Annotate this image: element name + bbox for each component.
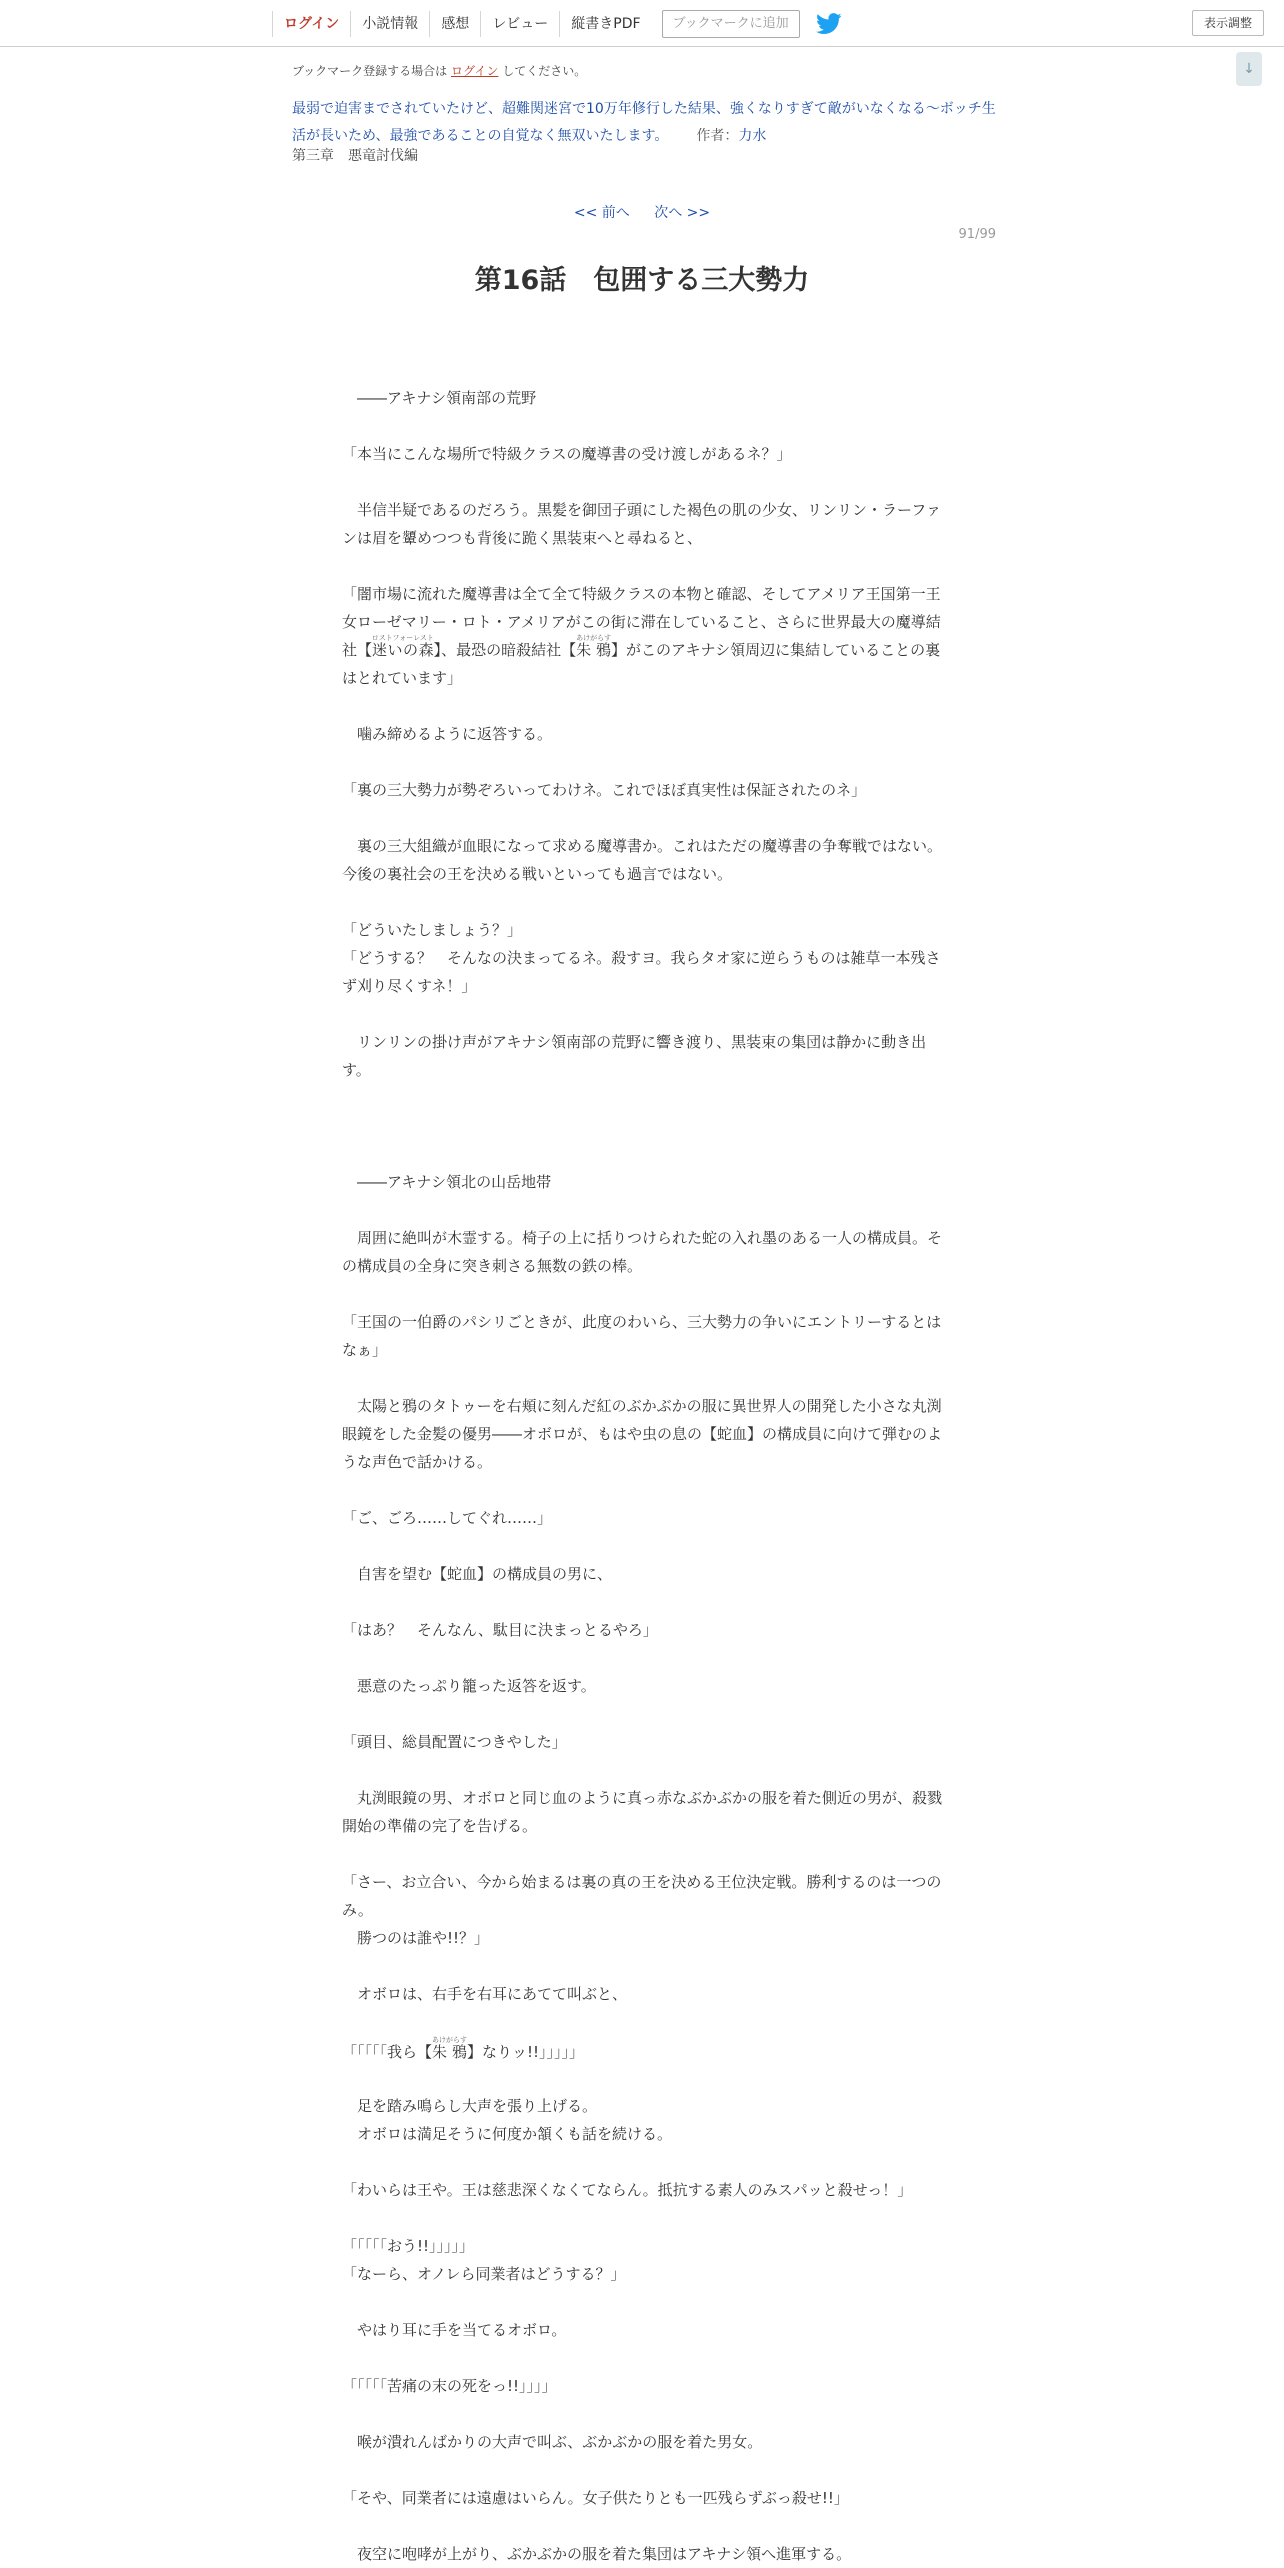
body-paragraph: 「裏の三大勢力が勢ぞろいってわけネ。これでほぼ真実性は保証されたのネ」 bbox=[342, 781, 867, 799]
note-before: ブックマーク登録する場合は bbox=[292, 64, 448, 78]
body-paragraph: 「ご、ごろ……してぐれ……」 bbox=[342, 1509, 553, 1527]
body-text-span: 】なりッ!!」」」」」 bbox=[466, 2043, 584, 2061]
nav-login[interactable]: ログイン bbox=[272, 11, 350, 37]
body-paragraph: オボロは、右手を右耳にあてて叫ぶと、 bbox=[342, 1985, 628, 2003]
body-paragraph: 「わいらは王や。王は慈悲深くなくてならん。抵抗する素人のみスパッと殺せっ！」 bbox=[342, 2181, 913, 2199]
ruby-text: あけがらす bbox=[576, 634, 612, 642]
twitter-bird-icon[interactable] bbox=[816, 13, 842, 35]
body-text-span: 】、最恐の暗殺結社【 bbox=[433, 641, 577, 659]
body-paragraph: 「さー、お立合い、今から始まるは裏の真の王を決める王位決定戦。勝利するのは一つのみ。 bbox=[342, 1873, 942, 1919]
body-paragraph: 「なーら、オノレら同業者はどうする？」 bbox=[342, 2265, 626, 2283]
body-paragraph: 「どうする？ そんなの決まってるネ。殺すヨ。我らタオ家に逆らうものは雑草一本残さず刈り尽くすネ！」 bbox=[342, 949, 941, 995]
ruby-text: あけがらす bbox=[431, 2036, 467, 2044]
author-label: 作者： bbox=[696, 128, 739, 144]
author-link[interactable]: 力水 bbox=[738, 128, 767, 144]
body-paragraph: 「頭目、総員配置につきやした」 bbox=[342, 1733, 567, 1751]
nav-vertical-pdf[interactable]: 縦書きPDF bbox=[559, 11, 651, 37]
body-paragraph: 噛み締めるように返答する。 bbox=[342, 725, 553, 743]
novel-title-block bbox=[292, 96, 1004, 150]
body-paragraph: 太陽と鴉のタトゥーを右頬に刻んだ紅のぶかぶかの服に異世界人の開発した小さな丸渕眼鏡をした金髪の優男――オボロが、もはや虫の息の【蛇血】の構成員に向けて弾むのような声色で話かける。 bbox=[342, 1397, 943, 1471]
nav-review[interactable]: レビュー bbox=[480, 11, 559, 37]
note-login-link[interactable]: ログイン bbox=[451, 64, 499, 78]
bookmark-add-button[interactable]: ブックマークに追加 bbox=[662, 10, 800, 38]
ruby-base: 朱 鴉 bbox=[576, 641, 612, 659]
body-paragraph: 足を踏み鳴らし大声を張り上げる。 bbox=[342, 2097, 598, 2115]
scroll-down-icon[interactable]: ↓ bbox=[1236, 52, 1262, 86]
body-paragraph bbox=[342, 2036, 942, 2066]
prev-link[interactable]: << 前へ bbox=[573, 205, 630, 221]
body-paragraph: ――アキナシ領北の山岳地帯 bbox=[342, 1173, 552, 1191]
body-paragraph: 裏の三大組織が血眼になって求める魔導書か。これはただの魔導書の争奪戦ではない。今後の裏社会の王を決める戦いといっても過言ではない。 bbox=[342, 837, 943, 883]
body-paragraph: 周囲に絶叫が木霊する。椅子の上に括りつけられた蛇の入れ墨のある一人の構成員。その構成員の全身に突き刺さる無数の鉄の棒。 bbox=[342, 1229, 943, 1275]
episode-title: 第16話 包囲する三大勢力 bbox=[474, 265, 810, 296]
ruby-akegarasu bbox=[431, 2036, 467, 2061]
body-paragraph: 「本当にこんな場所で特級クラスの魔導書の受け渡しがあるネ？」 bbox=[342, 445, 792, 463]
body-paragraph: 喉が潰れんばかりの大声で叫ぶ、ぶかぶかの服を着た男女。 bbox=[342, 2433, 763, 2451]
body-paragraph: 半信半疑であるのだろう。黒髪を御団子頭にした褐色の肌の少女、リンリン・ラーファンは眉を顰めつつも背後に跪く黒装束へと尋ねると、 bbox=[342, 501, 941, 547]
nav-impressions[interactable]: 感想 bbox=[429, 11, 480, 37]
body-paragraph: 「そや、同業者には遠慮はいらん。女子供たりとも一匹残らずぶっ殺せ!!」 bbox=[342, 2489, 849, 2507]
header-nav bbox=[272, 10, 842, 38]
body-paragraph: 「はあ？ そんなん、駄目に決まっとるやろ」 bbox=[342, 1621, 658, 1639]
body-paragraph: ――アキナシ領南部の荒野 bbox=[342, 389, 537, 407]
ruby-text: ロストフォーレスト bbox=[371, 634, 434, 642]
body-text-span: 「闇市場に流れた魔導書は全て全て特級クラスの本物と確認、そしてアメリア王国第一王女ローゼマリー・ロト・アメリアがこの街に滞在していること、さらに世界最大の魔導結社【 bbox=[342, 585, 941, 659]
body-paragraph: 悪意のたっぷり籠った返答を返す。 bbox=[342, 1677, 596, 1695]
body-paragraph: 丸渕眼鏡の男、オボロと同じ血のように真っ赤なぶかぶかの服を着た側近の男が、殺戮開始の準備の完了を告げる。 bbox=[342, 1789, 943, 1835]
display-settings-button[interactable]: 表示調整 bbox=[1192, 10, 1264, 36]
body-text-span: 「「「「「我ら【 bbox=[342, 2043, 433, 2061]
body-text-span: 】がこのアキナシ領周辺に集結していることの裏はとれています」 bbox=[342, 641, 941, 687]
body-paragraph: リンリンの掛け声がアキナシ領南部の荒野に響き渡り、黒装束の集団は静かに動き出す。 bbox=[342, 1033, 927, 1079]
body-paragraph bbox=[342, 580, 942, 692]
note-after: してください。 bbox=[502, 64, 587, 78]
body-paragraph: やはり耳に手を当てるオボロ。 bbox=[342, 2321, 567, 2339]
top-bar bbox=[0, 0, 1284, 47]
pager bbox=[0, 202, 1284, 222]
body-paragraph: 「「「「「おう!!」」」」」 bbox=[342, 2237, 475, 2255]
body-paragraph: 「「「「「苦痛の末の死をっ!!」」」」 bbox=[342, 2377, 557, 2395]
next-link[interactable]: 次へ >> bbox=[654, 205, 711, 221]
body-paragraph: オボロは満足そうに何度か頷くも話を続ける。 bbox=[342, 2125, 673, 2143]
ruby-lost-forest bbox=[371, 634, 434, 659]
ruby-base: 朱 鴉 bbox=[431, 2043, 467, 2061]
novel-title-link[interactable]: 最弱で迫害までされていたけど、超難関迷宮で10万年修行した結果、強くなりすぎて敵がいなくなる～ボッチ生活が長いため、最強であることの自覚なく無双いたします。 bbox=[292, 101, 996, 144]
nav-novel-info[interactable]: 小説情報 bbox=[350, 11, 429, 37]
page-number: 91/99 bbox=[958, 227, 996, 242]
body-paragraph: 夜空に咆哮が上がり、ぶかぶかの服を着た集団はアキナシ領へ進軍する。 bbox=[342, 2545, 852, 2563]
chapter-title: 第三章 悪竜討伐編 bbox=[292, 148, 418, 164]
ruby-base: 迷いの森 bbox=[371, 641, 434, 659]
body-paragraph: 「どういたしましょう？」 bbox=[342, 921, 523, 939]
body-paragraph: 「王国の一伯爵のパシリごときが、此度のわいら、三大勢力の争いにエントリーするとはなぁ」 bbox=[342, 1313, 942, 1359]
body-paragraph: 勝つのは誰や!!？」 bbox=[342, 1929, 490, 1947]
bookmark-login-note bbox=[292, 62, 586, 79]
body-paragraph: 自害を望む【蛇血】の構成員の男に、 bbox=[342, 1565, 613, 1583]
ruby-akegarasu bbox=[576, 634, 612, 659]
